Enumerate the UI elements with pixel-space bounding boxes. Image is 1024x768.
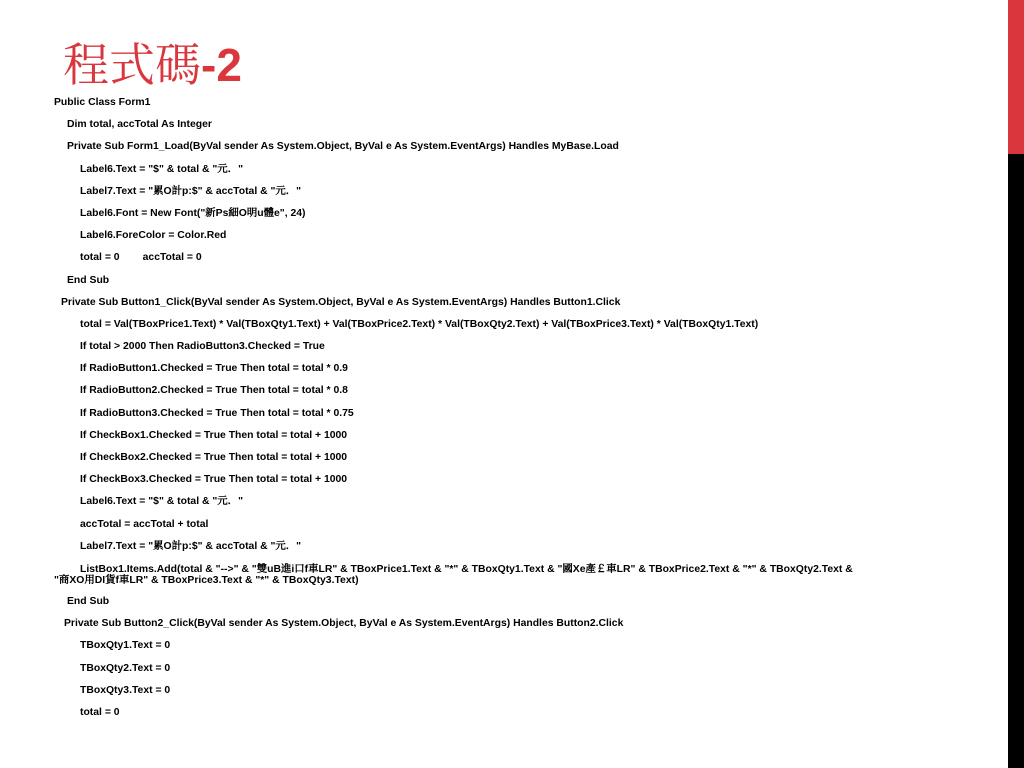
code-line: If total > 2000 Then RadioButton3.Checked = True xyxy=(80,341,325,353)
slide-title-text: 程式碼 xyxy=(63,38,201,92)
code-line: If RadioButton1.Checked = True Then total = total * 0.9 xyxy=(80,363,348,375)
code-listing xyxy=(54,92,854,724)
code-line: total = Val(TBoxPrice1.Text) * Val(TBoxQty1.Text) + Val(TBoxPrice2.Text) * Val(TBoxQty2.Text) + Val(TBoxPrice3.Text) * Val(TBoxQty1.Text) xyxy=(80,318,759,330)
code-line: Private Sub Form1_Load(ByVal sender As System.Object, ByVal e As System.EventArgs) Handles MyBase.Load xyxy=(67,141,619,153)
code-line: Dim total, accTotal As Integer xyxy=(67,119,212,131)
code-line: TBoxQty3.Text = 0 xyxy=(80,684,171,696)
code-line: accTotal = accTotal + total xyxy=(80,518,209,530)
code-line xyxy=(54,558,854,591)
code-line-text: ListBox1.Items.Add(total & "-->" & "雙uB進i口f車LR" & TBoxPrice1.Text & "*" & TBoxQty1.Text & "國Xe產￡車LR" & TBoxPrice2.Text & "*" & TBoxQty2.Text & "商XO用DI貨f車LR" & TBoxPrice3.Text & "*" & TBoxQty3.Text) xyxy=(54,563,856,586)
code-line: If CheckBox3.Checked = True Then total = total + 1000 xyxy=(80,474,348,486)
code-line: Label6.Text = "$" & total & "元．" xyxy=(80,496,243,508)
code-line: If RadioButton2.Checked = True Then total = total * 0.8 xyxy=(80,385,348,397)
code-line: TBoxQty1.Text = 0 xyxy=(80,640,171,652)
code-line: total = 0 xyxy=(80,706,120,718)
code-line: Private Sub Button2_Click(ByVal sender As System.Object, ByVal e As System.EventArgs) Handles Button2.Click xyxy=(64,618,624,630)
code-line: TBoxQty2.Text = 0 xyxy=(80,662,171,674)
code-line: Label6.ForeColor = Color.Red xyxy=(80,230,227,242)
code-line: total = 0 accTotal = 0 xyxy=(80,252,202,264)
code-line: Label6.Text = "$" & total & "元．" xyxy=(80,163,243,175)
code-line: Label7.Text = "累O計p:$" & accTotal & "元．" xyxy=(80,185,302,197)
code-line: End Sub xyxy=(67,274,110,286)
code-line: If CheckBox2.Checked = True Then total = total + 1000 xyxy=(80,452,348,463)
code-line: If CheckBox1.Checked = True Then total = total + 1000 xyxy=(80,429,348,441)
sidebar-accent-black xyxy=(1008,154,1024,768)
code-line: Public Class Form1 xyxy=(54,97,151,108)
code-line: Label7.Text = "累O計p:$" & accTotal & "元．" xyxy=(80,540,302,552)
code-line: If RadioButton3.Checked = True Then total = total * 0.75 xyxy=(80,407,354,419)
code-line: Label6.Font = New Font("新Ps細O明u體e", 24) xyxy=(80,207,306,219)
slide-title-suffix: -2 xyxy=(201,39,242,91)
slide-title xyxy=(63,36,242,94)
code-line: End Sub xyxy=(67,595,110,607)
sidebar-accent-red xyxy=(1008,0,1024,154)
code-line: Private Sub Button1_Click(ByVal sender As System.Object, ByVal e As System.EventArgs) Handles Button1.Click xyxy=(61,296,621,308)
